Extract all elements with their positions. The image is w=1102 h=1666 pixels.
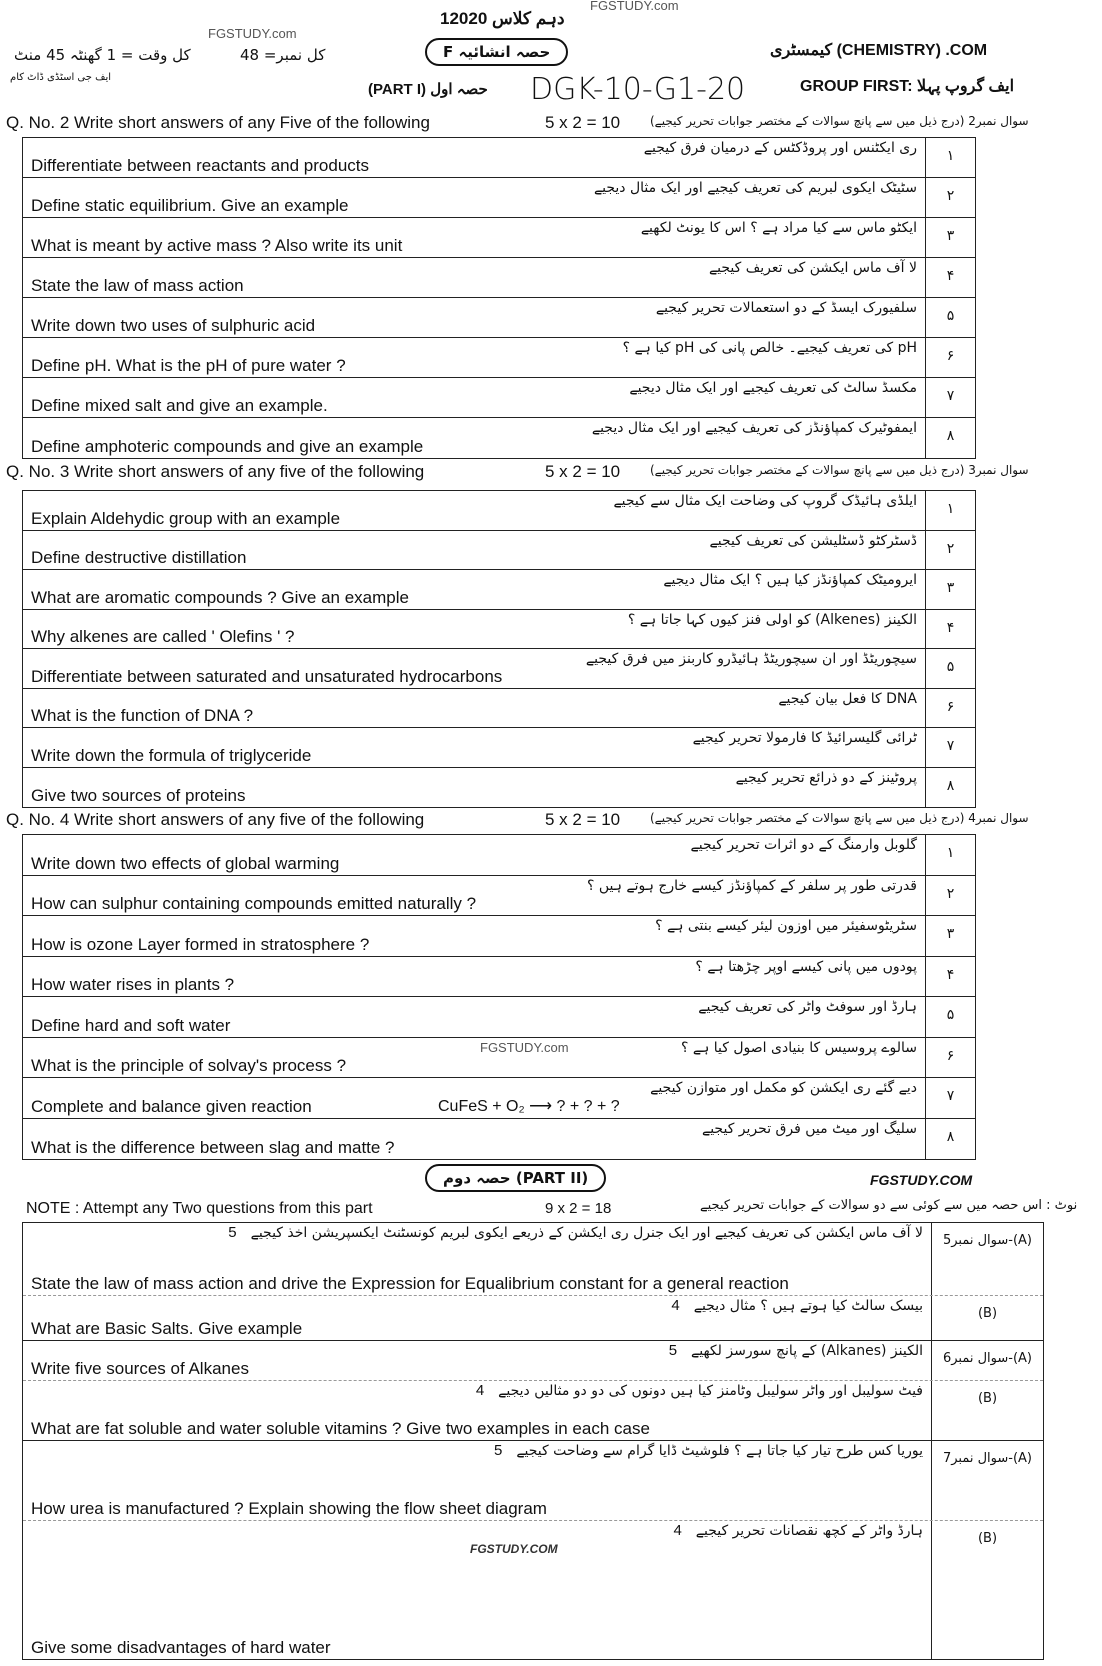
question-row (23, 835, 975, 876)
question-text-en: Define pH. What is the pH of pure water ? (31, 356, 346, 375)
question-text-ur: فیٹ سولیبل اور واٹر سولیبل وٹامنز کیا ہیں دونوں کی دو دو مثالیں دیجیے (498, 1383, 923, 1399)
question-row (23, 570, 975, 610)
question-number: ۲ (925, 531, 975, 570)
question-urdu-line (691, 837, 917, 853)
question-row (23, 338, 975, 378)
question-text-ur: ایلڈی ہائیڈک گروپ کی وضاحت ایک مثال سے کیجیے (613, 493, 917, 509)
question-row (23, 218, 975, 258)
part-two-row (23, 1341, 1043, 1381)
question-row (23, 418, 975, 458)
question-urdu-line (228, 1225, 923, 1241)
part-two-marks: 9 x 2 = 18 (545, 1200, 612, 1217)
question-row (23, 258, 975, 298)
question-number: ۵ (925, 997, 975, 1037)
question-label: سوال نمبر5-(A) (931, 1223, 1043, 1295)
question-urdu-line (644, 140, 917, 156)
watermark: FGSTUDY.com (208, 26, 297, 41)
question-row (23, 916, 975, 957)
question-heading: Q. No. 3 Write short answers of any five of the following (6, 462, 425, 481)
question-label: (B) (931, 1381, 1043, 1440)
question-text-ur: سیچوریٹڈ اور ان سیچوریٹڈ ہائیڈرو کاربنز میں فرق کیجیے (585, 651, 917, 667)
question-text-en: State the law of mass action and drive the Expression for Equalibrium constant for a general reaction (31, 1274, 789, 1293)
part-two-row (23, 1296, 1043, 1341)
question-urdu-line (594, 180, 917, 196)
question-text-ur: الکینز (Alkenes) کو اولی فنز کیوں کہا جاتا ہے ؟ (627, 611, 917, 628)
question-number: ۸ (925, 1119, 975, 1160)
question-urdu-line (673, 1523, 923, 1539)
question-text-ur: مکسڈ سالٹ کی تعریف کیجیے اور ایک مثال دیجیے (629, 380, 917, 396)
question-row (23, 378, 975, 418)
question-number: ۳ (925, 218, 975, 257)
question-marks: 5 (494, 1442, 503, 1459)
question-text-en: Give some disadvantages of hard water (31, 1638, 331, 1657)
question-marks: 5 (668, 1342, 678, 1359)
question-text-en: Write down two uses of sulphuric acid (31, 316, 316, 335)
question-number: ۳ (925, 916, 975, 956)
question-text-ur: گلوبل وارمنگ کے دو اثرات تحریر کیجیے (690, 837, 917, 853)
question-text-en: What is the difference between slag and matte ? (31, 1138, 395, 1157)
question-urdu-line (613, 493, 917, 509)
question-text-en: What is meant by active mass ? Also write its unit (31, 236, 403, 255)
question-text-en: Give two sources of proteins (31, 786, 246, 805)
question-text-en: What are Basic Salts. Give example (31, 1319, 303, 1338)
section-title-pill: حصہ انشائیہ F (425, 38, 568, 66)
question-number: ۴ (925, 258, 975, 297)
question-number: ۶ (925, 1038, 975, 1078)
question-text-ur: pH کی تعریف کیجیے۔ خالص پانی کی pH کیا ہے ؟ (622, 340, 917, 356)
question-heading-urdu: سوال نمبر4 (درج ذیل میں سے پانچ سوالات کے مختصر جوابات تحریر کیجیے) (650, 811, 1029, 825)
question-text-ur: ایرومیٹک کمپاؤنڈز کیا ہیں ؟ ایک مثال دیجیے (663, 572, 917, 588)
question-text-ur: بیسک سالٹ کیا ہوتے ہیں ؟ مثال دیجیے (693, 1298, 923, 1314)
question-text-en: Explain Aldehydic group with an example (31, 508, 341, 528)
question-marks: 5 (228, 1224, 237, 1241)
question-text-ur: دیے گئے ری ایکشن کو مکمل اور متوازن کیجیے (650, 1080, 917, 1096)
question-text-ur: ہارڈ اور سوفٹ واٹر کی تعریف کیجیے (698, 999, 917, 1015)
question-row (23, 491, 975, 531)
question-urdu-line (587, 878, 917, 894)
question-heading: Q. No. 4 Write short answers of any five of the following (6, 810, 425, 829)
question-number: ۲ (925, 178, 975, 217)
question-text-en: How urea is manufactured ? Explain showing the flow sheet diagram (31, 1499, 547, 1518)
question-marks: 5 x 2 = 10 (545, 810, 621, 829)
question-urdu-line (623, 340, 917, 356)
part-two-row (23, 1521, 1043, 1659)
question-label: سوال نمبر6-(A) (931, 1341, 1043, 1380)
question-row (23, 298, 975, 338)
part-two-note-urdu: نوٹ : اس حصہ میں سے کوئی سے دو سوالات کے جوابات تحریر کیجیے (700, 1198, 1078, 1213)
question-text-en: Why alkenes are called ' Olefins ' ? (31, 627, 295, 646)
question-urdu-line (702, 1121, 917, 1137)
question-text-en: What is the function of DNA ? (31, 706, 254, 725)
question-heading-urdu: سوال نمبر2 (درج ذیل میں سے پانچ سوالات کے مختصر جوابات تحریر کیجیے) (650, 114, 1029, 128)
question-urdu-line (663, 572, 917, 588)
question-number: ۷ (925, 1078, 975, 1118)
question-number: ۴ (925, 957, 975, 997)
question-row (23, 138, 975, 178)
question-number: ۵ (925, 649, 975, 688)
site-urdu: ایف جی اسٹڈی ڈاٹ کام (10, 72, 112, 83)
question-text-en: What is the principle of solvay's process ? (31, 1056, 347, 1075)
question-text-en: What are fat soluble and water soluble vitamins ? Give two examples in each case (31, 1419, 650, 1438)
question-row (23, 1119, 975, 1160)
part-one-label: (PART I) حصہ اول (368, 81, 488, 98)
question-table (22, 490, 976, 808)
question-label: (B) (931, 1521, 1043, 1659)
question-text-en: Differentiate between reactants and products (31, 156, 370, 175)
question-urdu-line (656, 300, 917, 316)
question-marks: 5 x 2 = 10 (545, 462, 621, 481)
question-row (23, 876, 975, 917)
question-table (22, 137, 976, 459)
question-row (23, 1078, 975, 1119)
question-marks: 5 x 2 = 10 (545, 113, 621, 132)
question-urdu-line (778, 691, 917, 707)
question-text-ur: سٹیٹک ایکوی لبریم کی تعریف کیجیے اور ایک مثال دیجیے (593, 180, 917, 196)
question-text-en: Define amphoteric compounds and give an example (31, 437, 424, 456)
watermark: FGSTUDY.com (480, 1040, 569, 1055)
question-text-ur: ری ایکٹنس اور پروڈکٹس کے درمیان فرق کیجیے (643, 140, 917, 156)
question-number: ۱ (925, 491, 975, 530)
question-label: (B) (931, 1296, 1043, 1340)
question-text-ur: سالوے پروسیس کا بنیادی اصول کیا ہے ؟ (681, 1039, 917, 1056)
reaction-equation: CuFeS + O₂ ⟶ ? + ? + ? (438, 1097, 620, 1115)
question-text-en: What are aromatic compounds ? Give an example (31, 587, 409, 607)
question-number: ۸ (925, 768, 975, 808)
question-urdu-line (669, 1343, 923, 1359)
question-number: ۵ (925, 298, 975, 337)
question-text-en: How is ozone Layer formed in stratosphere ? (31, 934, 370, 954)
watermark: FGSTUDY.COM (470, 1542, 558, 1556)
question-text-ur: پروٹینز کے دو ذرائع تحریر کیجیے (735, 769, 917, 786)
question-urdu-line (628, 612, 917, 628)
question-row (23, 610, 975, 650)
question-urdu-line (641, 220, 917, 236)
question-row (23, 178, 975, 218)
question-number: ۲ (925, 876, 975, 916)
question-text-ur: ایکٹو ماس سے کیا مراد ہے ؟ اس کا یونٹ لکھیے (640, 220, 917, 236)
question-urdu-line (476, 1383, 923, 1399)
question-text-en: Complete and balance given reaction (31, 1096, 312, 1116)
question-text-en: Define static equilibrium. Give an example (31, 196, 349, 215)
question-urdu-line (681, 1040, 917, 1056)
question-text-en: State the law of mass action (31, 276, 244, 295)
question-row (23, 997, 975, 1038)
part-two-table (22, 1222, 1044, 1660)
question-heading-urdu: سوال نمبر3 (درج ذیل میں سے پانچ سوالات کے مختصر جوابات تحریر کیجیے) (650, 463, 1029, 477)
question-text-en: Define hard and soft water (31, 1015, 231, 1035)
total-time: کل وقت = 1 گھنٹہ 45 منٹ (14, 46, 191, 64)
question-text-ur: قدرتی طور پر سلفر کے کمپاؤنڈز کیسے خارج ہوتے ہیں ؟ (586, 877, 917, 894)
class-year: 12020 دہم کلاس (440, 9, 565, 28)
question-number: ۱ (925, 835, 975, 875)
question-urdu-line (671, 1298, 923, 1314)
question-number: ۸ (925, 418, 975, 458)
watermark: FGSTUDY.COM (870, 1172, 973, 1188)
question-text-ur: DNA کا فعل بیان کیجیے (778, 690, 917, 707)
question-urdu-line (494, 1443, 923, 1459)
question-marks: 4 (475, 1382, 485, 1399)
question-text-ur: الکینز (Alkanes) کے پانچ سورسز لکھیے (691, 1343, 923, 1359)
question-row (23, 768, 975, 808)
question-row (23, 728, 975, 768)
question-urdu-line (698, 999, 917, 1015)
part-two-note: NOTE : Attempt any Two questions from this part (26, 1200, 373, 1217)
subject-title: کیمسٹری (CHEMISTRY) .COM (770, 42, 988, 59)
question-text-ur: لا آف ماس ایکشن کی تعریف کیجیے اور ایک جنرل ری ایکشن کے ذریعے ایکوی لبریم کونسٹنٹ ایکسپریشن اخذ کیجیے (250, 1225, 923, 1241)
question-text-ur: سلیگ اور میٹ میں فرق تحریر کیجیے (702, 1120, 917, 1137)
question-number: ۷ (925, 728, 975, 767)
part-two-pill: (PART II) حصہ دوم (425, 1164, 606, 1192)
part-two-row (23, 1381, 1043, 1441)
group-label: GROUP FIRST: ایف گروپ پہلا (800, 78, 1015, 95)
question-number: ۷ (925, 378, 975, 417)
question-urdu-line (710, 533, 917, 549)
question-text-ur: ایمفوٹیرک کمپاؤنڈز کی تعریف کیجیے اور ایک مثال دیجیے (591, 420, 917, 436)
question-label: سوال نمبر7-(A) (931, 1441, 1043, 1520)
question-urdu-line (709, 260, 917, 276)
question-table (22, 834, 976, 1160)
question-text-en: Define mixed salt and give an example. (31, 396, 328, 415)
question-text-en: Write down the formula of triglyceride (31, 745, 312, 765)
question-number: ۶ (925, 689, 975, 728)
question-urdu-line (586, 651, 917, 667)
question-marks: 4 (671, 1297, 680, 1314)
question-row (23, 531, 975, 571)
part-two-row (23, 1223, 1043, 1296)
question-text-en: Write five sources of Alkanes (31, 1359, 249, 1378)
question-row (23, 649, 975, 689)
question-number: ۶ (925, 338, 975, 377)
question-text-en: How can sulphur containing compounds emitted naturally ? (31, 894, 477, 913)
question-text-en: Differentiate between saturated and unsaturated hydrocarbons (31, 666, 503, 686)
handwritten-paper-code: DGK-10-G1-20 (530, 72, 746, 107)
question-urdu-line (650, 1080, 917, 1096)
question-text-ur: ٹرائی گلیسرائیڈ کا فارمولا تحریر کیجیے (692, 730, 917, 746)
question-urdu-line (629, 380, 917, 396)
question-text-ur: ہارڈ واٹر کے کچھ نقصانات تحریر کیجیے (695, 1523, 923, 1539)
question-urdu-line (693, 730, 917, 746)
question-urdu-line (655, 918, 917, 934)
question-urdu-line (592, 420, 917, 436)
question-heading: Q. No. 2 Write short answers of any Five of the following (6, 113, 430, 132)
part-two-row (23, 1441, 1043, 1521)
question-text-ur: سٹریٹوسفیئر میں اوزون لیئر کیسے بنتی ہے ؟ (655, 918, 917, 934)
watermark: FGSTUDY.com (590, 0, 679, 13)
question-row (23, 689, 975, 729)
question-number: ۴ (925, 610, 975, 649)
question-text-ur: پودوں میں پانی کیسے اوپر چڑھتا ہے ؟ (695, 958, 917, 975)
question-row (23, 957, 975, 998)
question-text-en: Define destructive distillation (31, 548, 247, 567)
question-text-ur: یوریا کس طرح تیار کیا جاتا ہے ؟ فلوشیٹ ڈایا گرام سے وضاحت کیجیے (516, 1443, 923, 1459)
question-number: ۱ (925, 138, 975, 177)
total-marks: کل نمبر= 48 (240, 46, 326, 64)
question-text-en: How water rises in plants ? (31, 975, 235, 994)
question-urdu-line (695, 959, 917, 975)
question-text-ur: ڈسٹرکٹو ڈسٹلیشن کی تعریف کیجیے (709, 532, 917, 549)
question-text-ur: سلفیورک ایسڈ کے دو استعمالات تحریر کیجیے (655, 300, 917, 316)
question-text-ur: لا آف ماس ایکشن کی تعریف کیجیے (708, 260, 917, 276)
question-text-en: Write down two effects of global warming (31, 853, 340, 873)
question-number: ۳ (925, 570, 975, 609)
question-urdu-line (736, 770, 917, 786)
question-marks: 4 (673, 1522, 682, 1539)
